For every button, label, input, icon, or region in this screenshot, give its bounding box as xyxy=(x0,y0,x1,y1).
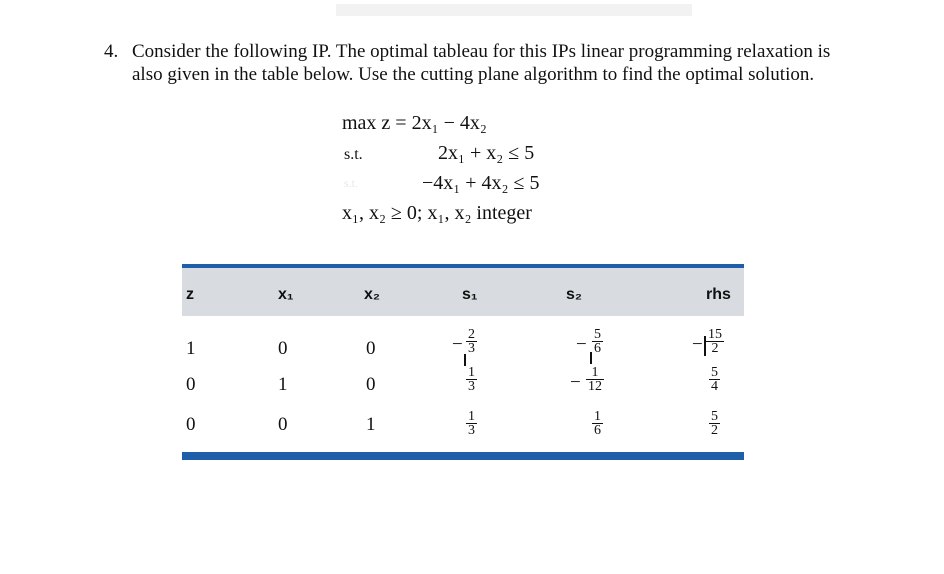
num-s2-row3: 1 xyxy=(594,409,601,424)
frac-rhs-row1 xyxy=(706,328,724,355)
num-s1-row1: 2 xyxy=(468,327,475,342)
den-s1-row1: 3 xyxy=(468,341,475,356)
header-x1: x₁ xyxy=(278,286,294,303)
num-rhs-row3: 5 xyxy=(711,409,718,424)
cell-z-row2: 0 xyxy=(186,374,196,395)
sign-s2-row2: − xyxy=(570,372,581,393)
frac-rhs-row2 xyxy=(709,366,720,393)
faint-st-label: s.t. xyxy=(344,176,359,190)
objective-function: max z = 2x₁ − 4x₂ xyxy=(342,112,487,134)
sign-rhs-row1: − xyxy=(692,334,703,355)
sign-s1-row1: − xyxy=(452,334,463,355)
frac-s2-row3 xyxy=(592,410,603,437)
domain-constraint: x₁, x₂ ≥ 0; x₁, x₂ integer xyxy=(342,202,532,224)
cell-x1-row2: 1 xyxy=(278,374,288,395)
cell-x2-row3: 1 xyxy=(366,414,376,435)
question-text: Consider the following IP. The optimal tableau for this IPs linear programming relaxation is also given in the table below. Use the cutting plane algorithm to find the optimal solution. xyxy=(132,41,831,85)
cell-x1-row3: 0 xyxy=(278,414,288,435)
den-s1-row2: 3 xyxy=(468,379,475,394)
den-rhs-row2: 4 xyxy=(711,379,718,394)
den-s1-row3: 3 xyxy=(468,423,475,438)
num-rhs-row1: 15 xyxy=(708,327,722,342)
den-s2-row3: 6 xyxy=(594,423,601,438)
header-x2: x₂ xyxy=(364,286,381,303)
frac-s2-row1 xyxy=(592,328,603,355)
num-s1-row3: 1 xyxy=(468,409,475,424)
stray-line-s1 xyxy=(464,354,466,366)
den-s2-row1: 6 xyxy=(594,341,601,356)
table-bottom-rule xyxy=(182,452,744,460)
header-s1: s₁ xyxy=(462,286,478,303)
header-s2: s₂ xyxy=(566,286,583,303)
header-z: z xyxy=(186,286,194,303)
top-gray-strip xyxy=(336,4,692,16)
stray-line-s2 xyxy=(590,352,592,364)
den-rhs-row3: 2 xyxy=(711,423,718,438)
den-s2-row2: 12 xyxy=(588,379,602,394)
cell-x1-row1: 0 xyxy=(278,338,288,359)
num-s2-row2: 1 xyxy=(591,365,599,380)
cell-x2-row1: 0 xyxy=(366,338,376,359)
num-s2-row1: 5 xyxy=(594,327,601,342)
table-header-row xyxy=(182,268,744,316)
st-label: s.t. xyxy=(344,146,363,163)
constraint-2: −4x₁ + 4x₂ ≤ 5 xyxy=(422,172,540,194)
num-rhs-row2: 5 xyxy=(711,365,718,380)
optimal-tableau xyxy=(182,264,744,464)
cell-z-row3: 0 xyxy=(186,414,196,435)
frac-rhs-row3 xyxy=(709,410,720,437)
cell-z-row1: 1 xyxy=(186,338,196,359)
num-s1-row2: 1 xyxy=(468,365,475,380)
frac-s2-row2 xyxy=(586,366,604,393)
header-rhs: rhs xyxy=(706,286,731,303)
sign-s2-row1: − xyxy=(576,334,587,355)
frac-s1-row3 xyxy=(466,410,477,437)
cell-x2-row2: 0 xyxy=(366,374,376,395)
stray-line-rhs xyxy=(704,336,706,356)
frac-s1-row1 xyxy=(466,328,477,355)
frac-s1-row2 xyxy=(466,366,477,393)
constraint-1: 2x₁ + x₂ ≤ 5 xyxy=(438,142,535,164)
question-number: 4. xyxy=(104,41,119,62)
den-rhs-row1: 2 xyxy=(706,341,724,355)
